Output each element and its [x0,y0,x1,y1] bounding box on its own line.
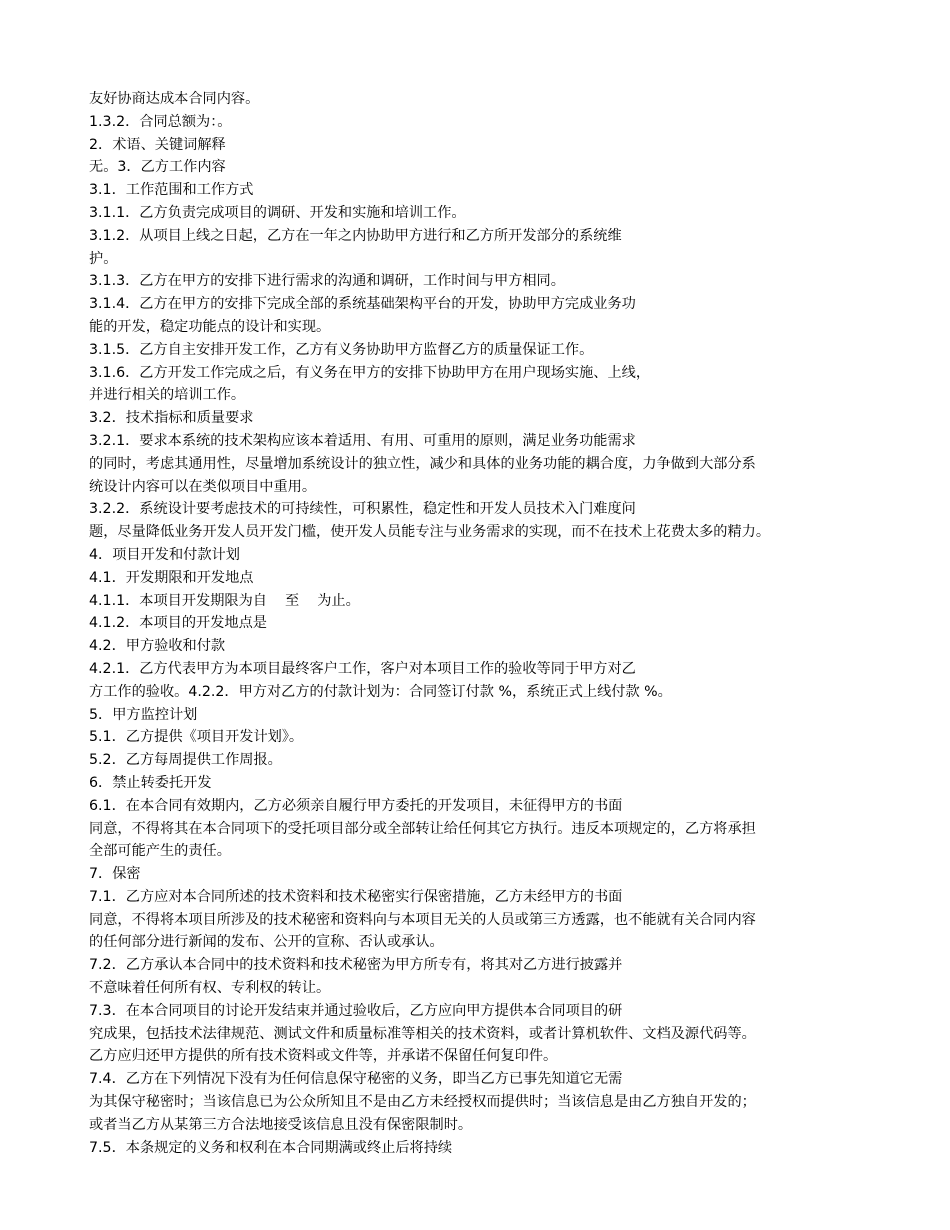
section-heading: 4.1．开发期限和开发地点 [89,569,254,586]
text-line: 为其保守秘密时；当该信息已为公众所知且不是由乙方未经授权而提供时；当该信息是由乙方独自开发的； [89,1094,756,1111]
section-heading: 6．禁止转委托开发 [89,774,212,791]
text-line: 或者当乙方从某第三方合法地接受该信息且没有保密限制时。 [89,1116,473,1133]
section-heading: 2．术语、关键词解释 [89,136,226,153]
section-heading: 3.1．工作范围和工作方式 [89,182,254,199]
section-heading: 7．保密 [89,866,141,883]
text-line: 5.1．乙方提供《项目开发计划》。 [89,729,304,746]
text-line: 5.2．乙方每周提供工作周报。 [89,752,282,769]
section-heading: 4.2．甲方验收和付款 [89,638,226,655]
text-line: 方工作的验收。4.2.2．甲方对乙方的付款计划为：合同签订付款 %，系统正式上线付款 %。 [89,683,672,700]
text-line: 4.1.2．本项目的开发地点是 [89,615,267,632]
text-line: 统设计内容可以在类似项目中重用。 [89,478,317,495]
section-heading: 4．项目开发和付款计划 [89,546,240,563]
text-line: 同意，不得将本项目所涉及的技术秘密和资料向与本项目无关的人员或第三方透露，也不能就有关合同内容 [89,911,756,928]
text-line: 友好协商达成本合同内容。 [89,91,260,107]
section-heading: 5．甲方监控计划 [89,706,198,723]
text-line: 并进行相关的培训工作。 [89,387,246,404]
text-line: 护。 [89,250,118,267]
text-line: 3.1.5．乙方自主安排开发工作，乙方有义务协助甲方监督乙方的质量保证工作。 [89,341,594,358]
text-line: 全部可能产生的责任。 [89,843,231,860]
text-line: 的任何部分进行新闻的发布、公开的宣称、否认或承认。 [89,934,444,951]
text-line: 3.1.1．乙方负责完成项目的调研、开发和实施和培训工作。 [89,204,466,221]
text-line: 3.1.4．乙方在甲方的安排下完成全部的系统基础架构平台的开发，协助甲方完成业务功 [89,296,636,313]
text-line: 6.1．在本合同有效期内，乙方必须亲自履行甲方委托的开发项目，未征得甲方的书面 [89,797,623,814]
text-line: 7.4．乙方在下列情况下没有为任何信息保守秘密的义务，即当乙方已事先知道它无需 [89,1071,623,1088]
text-line: 能的开发，稳定功能点的设计和实现。 [89,318,331,335]
text-line: 1.3.2．合同总额为：。 [89,113,232,130]
text-line: 7.2．乙方承认本合同中的技术资料和技术秘密为甲方所专有，将其对乙方进行披露并 [89,957,623,974]
text-line: 7.5．本条规定的义务和权利在本合同期满或终止后将持续 [89,1139,453,1156]
text-line: 3.1.3．乙方在甲方的安排下进行需求的沟通和调研，工作时间与甲方相同。 [89,273,565,290]
text-line: 7.3．在本合同项目的讨论开发结束并通过验收后，乙方应向甲方提供本合同项目的研 [89,1002,623,1019]
text-line: 3.2.1．要求本系统的技术架构应该本着适用、有用、可重用的原则，满足业务功能需求 [89,432,636,449]
text-line: 4.1.1．本项目开发期限为自 至 为止。 [89,592,360,609]
text-line: 的同时，考虑其通用性，尽量增加系统设计的独立性，减少和具体的业务功能的耦合度，力争做到大部分系 [89,455,756,472]
text-line: 同意，不得将其在本合同项下的受托项目部分或全部转让给任何其它方执行。违反本项规定的，乙方将承担 [89,820,756,837]
section-heading: 3.2．技术指标和质量要求 [89,410,254,427]
text-line: 3.1.6．乙方开发工作完成之后，有义务在甲方的安排下协助甲方在用户现场实施、上线， [89,364,651,381]
text-line: 题，尽量降低业务开发人员开发门槛，使开发人员能专注与业务需求的实现，而不在技术上花费太多的精力。 [89,524,771,541]
text-line: 究成果，包括技术法律规范、测试文件和质量标准等相关的技术资料，或者计算机软件、文档及源代码等。 [89,1025,756,1042]
text-line: 无。3．乙方工作内容 [89,159,226,176]
text-line: 4.2.1．乙方代表甲方为本项目最终客户工作，客户对本项目工作的验收等同于甲方对乙 [89,660,636,677]
text-line: 乙方应归还甲方提供的所有技术资料或文件等，并承诺不保留任何复印件。 [89,1048,558,1065]
text-line: 3.1.2．从项目上线之日起，乙方在一年之内协助甲方进行和乙方所开发部分的系统维 [89,227,622,244]
text-line: 3.2.2．系统设计要考虑技术的可持续性，可积累性，稳定性和开发人员技术入门难度问 [89,501,636,518]
text-line: 7.1．乙方应对本合同所述的技术资料和技术秘密实行保密措施，乙方未经甲方的书面 [89,888,623,905]
document-page [89,88,869,1159]
text-line: 不意味着任何所有权、专利权的转让。 [89,980,331,997]
